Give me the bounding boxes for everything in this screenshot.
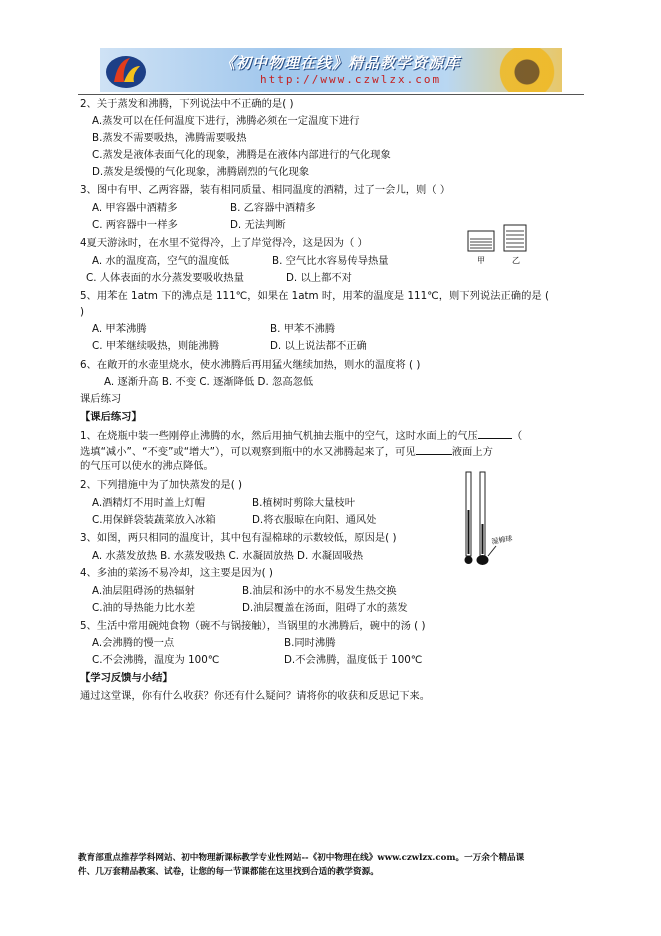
practice-4-stem: 4、多油的菜汤不易冷却，这主要是因为( ): [80, 567, 273, 579]
question-4-option-d: D. 以上都不对: [286, 272, 352, 284]
practice-2-option-c: C.用保鲜袋装蔬菜放入冰箱: [92, 514, 216, 526]
practice-2-option-a: A.酒精灯不用时盖上灯帽: [92, 497, 206, 509]
site-logo: [104, 52, 148, 90]
question-3-option-a: A. 甲容器中酒精多: [92, 202, 178, 214]
question-5-option-b: B. 甲苯不沸腾: [270, 323, 336, 335]
question-3-option-c: C. 两容器中一样多: [92, 219, 178, 231]
practice-4-option-b: B.油层和汤中的水不易发生热交换: [242, 585, 397, 597]
container-a-label: 甲: [477, 256, 485, 265]
practice-5-option-c: C.不会沸腾，温度为 100℃: [92, 654, 220, 666]
question-2-option-d: D.蒸发是缓慢的气化现象，沸腾剧烈的气化现象: [92, 166, 310, 178]
question-4-stem: 4夏天游泳时，在水里不觉得冷，上了岸觉得冷，这是因为（ ）: [80, 237, 368, 249]
question-3-option-d: D. 无法判断: [230, 219, 286, 231]
feedback-heading: 【学习反馈与小结】: [80, 672, 173, 684]
practice-3-stem: 3、如图，两只相同的温度计，其中包有湿棉球的示数较低，原因是( ): [80, 532, 397, 544]
practice-4-option-c: C.油的导热能力比水差: [92, 602, 196, 614]
footer-line-2: 件、几万套精品教案、试卷，让您的每一节课都能在这里找到合适的教学资源。: [78, 867, 379, 877]
banner-url[interactable]: http://www.czwlzx.com: [260, 73, 442, 86]
thermometers-figure: [460, 470, 520, 570]
practice-4-option-d: D.油层覆盖在汤面，阻碍了水的蒸发: [242, 602, 408, 614]
practice-heading: 【课后练习】: [80, 411, 142, 423]
practice-2-option-d: D.将衣服晾在向阳、通风处: [252, 514, 377, 526]
answer-blank-1[interactable]: [478, 428, 512, 439]
question-2-option-a: A.蒸发可以在任何温度下进行，沸腾必须在一定温度下进行: [92, 115, 360, 127]
question-4-option-a: A. 水的温度高，空气的温度低: [92, 255, 229, 267]
question-5-stem: 5、用苯在 1atm 下的沸点是 111℃，如果在 1atm 时，用苯的温度是 111℃，则下列说法正确的是 (: [80, 290, 549, 302]
question-5-option-a: A. 甲苯沸腾: [92, 323, 147, 335]
practice-1-text-b: （: [511, 430, 523, 442]
question-5-option-d: D. 以上说法都不正确: [270, 340, 367, 352]
question-5-stem-end: ): [80, 306, 85, 318]
question-4-option-c: C. 人体表面的水分蒸发要吸收热量: [86, 272, 244, 284]
practice-5-option-d: D.不会沸腾，温度低于 100℃: [284, 654, 423, 666]
sunflower-decoration: [496, 48, 558, 92]
after-class-label: 课后练习: [80, 393, 122, 405]
header-rule: [78, 94, 584, 95]
answer-blank-2[interactable]: [416, 444, 452, 455]
practice-1-text-a: 1、在烧瓶中装一些刚停止沸腾的水，然后用抽气机抽去瓶中的空气，这时水面上的气压: [80, 430, 478, 442]
question-6-options: A. 逐渐升高 B. 不变 C. 逐渐降低 D. 忽高忽低: [104, 376, 314, 388]
feedback-text: 通过这堂课，你有什么收获？你还有什么疑问？请将你的收获和反思记下来。: [80, 690, 431, 702]
question-5-option-c: C. 甲苯继续吸热，则能沸腾: [92, 340, 220, 352]
practice-1-text-c: 选填“减小”、“不变”或“增大”），可以观察到瓶中的水又沸腾起来了，可见: [80, 446, 416, 458]
practice-2-option-b: B.植树时剪除大量枝叶: [252, 497, 356, 509]
footer-note: [78, 851, 588, 879]
practice-1-line-2: [80, 444, 493, 459]
containers-figure: [466, 223, 532, 267]
question-4-option-b: B. 空气比水容易传导热量: [272, 255, 389, 267]
practice-1-line-1: [80, 428, 522, 443]
header-banner: [100, 48, 562, 92]
question-6-stem: 6、在敞开的水壶里烧水，使水沸腾后再用猛火继续加热，则水的温度将 ( ): [80, 359, 421, 371]
practice-5-stem: 5、生活中常用碗炖食物（碗不与锅接触），当锅里的水沸腾后，碗中的汤 ( ): [80, 620, 426, 632]
question-3-option-b: B. 乙容器中酒精多: [230, 202, 316, 214]
banner-title: 《初中物理在线》精品教学资源库: [220, 54, 461, 72]
practice-2-stem: 2、下列措施中为了加快蒸发的是( ): [80, 479, 243, 491]
practice-4-option-a: A.油层阻碍汤的热辐射: [92, 585, 195, 597]
wet-cotton-label: 湿棉球: [490, 534, 514, 546]
question-2-option-b: B.蒸发不需要吸热，沸腾需要吸热: [92, 132, 247, 144]
practice-1-line-3: 的气压可以使水的沸点降低。: [80, 460, 214, 472]
practice-1-text-d: 液面上方: [451, 446, 493, 458]
question-2-stem: 2、关于蒸发和沸腾，下列说法中不正确的是( ): [80, 98, 294, 110]
question-3-stem: 3、图中有甲、乙两容器，装有相同质量、相同温度的酒精，过了一会儿，则（ ）: [80, 184, 451, 196]
container-b-label: 乙: [512, 256, 520, 265]
practice-5-option-a: A.会沸腾的慢一点: [92, 637, 175, 649]
footer-line-1: 教育部重点推荐学科网站、初中物理新课标教学专业性网站--《初中物理在线》www.czwlzx.com。一万余个精品课: [78, 853, 525, 863]
question-2-option-c: C.蒸发是液体表面气化的现象，沸腾是在液体内部进行的气化现象: [92, 149, 391, 161]
practice-3-options: A. 水蒸发放热 B. 水蒸发吸热 C. 水凝固放热 D. 水凝固吸热: [92, 550, 363, 562]
practice-5-option-b: B.同时沸腾: [284, 637, 336, 649]
